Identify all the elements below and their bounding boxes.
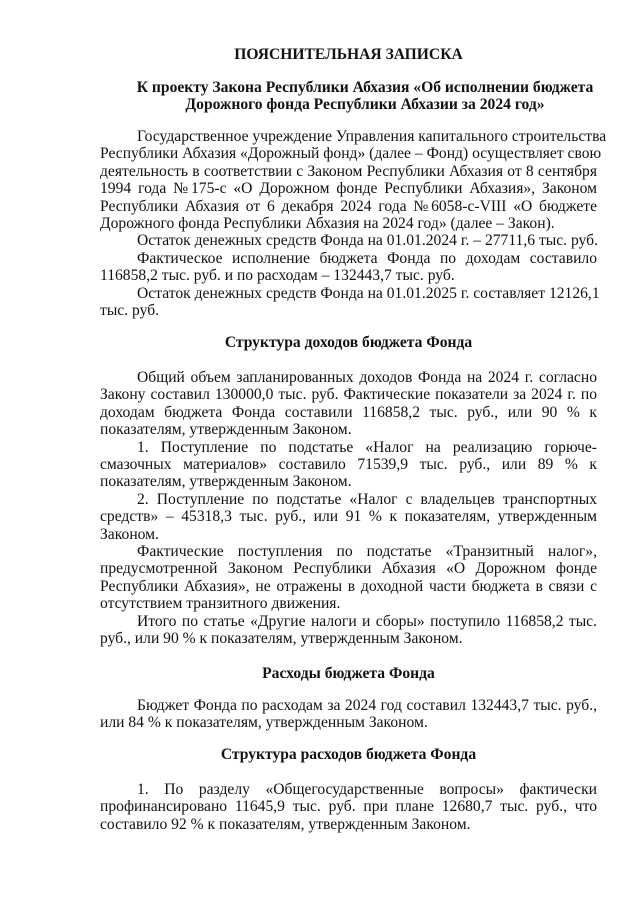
text-line: Законом. bbox=[100, 525, 159, 543]
text-line: Итого по статье «Другие налоги и сборы» поступило 116858,2 тыс. bbox=[137, 612, 597, 630]
text-line: деятельность в соответствии с Законом Республики Абхазия от 8 сентября bbox=[100, 162, 597, 180]
document-subtitle bbox=[130, 79, 600, 114]
paragraph bbox=[100, 128, 607, 233]
paragraph bbox=[100, 250, 597, 285]
text-line: Государственное учреждение Управления капитального строительства bbox=[137, 128, 607, 145]
text-line: Общий объем запланированных доходов Фонда на 2024 г. согласно bbox=[137, 369, 597, 386]
text-line: 1. По разделу «Общегосударственные вопросы» фактически bbox=[137, 781, 597, 798]
text-line: 1994 года №175-с «О Дорожном фонде Республики Абхазия», Законом bbox=[100, 180, 597, 198]
text-line: доходам бюджета Фонда составили 116858,2 тыс. руб., или 90 % к bbox=[100, 403, 597, 421]
document-title: ПОЯСНИТЕЛЬНАЯ ЗАПИСКА bbox=[234, 46, 463, 63]
text-line: Фактическое исполнение бюджета Фонда по доходам составило bbox=[137, 249, 597, 267]
text-line: составило 92 % к показателям, утвержденным Законом. bbox=[100, 815, 471, 833]
text-line: руб., или 90 % к показателям, утвержденным Законом. bbox=[100, 630, 463, 648]
text-line: средств» – 45318,3 тыс. руб., или 91 % к показателям, утвержденным bbox=[100, 508, 597, 526]
text-line: Республики Абхазия «Дорожный фонд» (далее – Фонд) осуществляет свою bbox=[100, 145, 602, 163]
paragraph bbox=[100, 781, 597, 833]
text-line: или 84 % к показателям, утвержденным Законом. bbox=[100, 714, 428, 732]
text-line: Фактические поступления по подстатье «Транзитный налог», bbox=[137, 543, 597, 561]
expense-structure-section bbox=[100, 781, 597, 833]
expense-section bbox=[100, 697, 597, 732]
text-line: Остаток денежных средств Фонда на 01.01.2024 г. – 27711,6 тыс. руб. bbox=[137, 232, 598, 250]
paragraph bbox=[100, 491, 597, 543]
text-line: показателям, утвержденным Законом. bbox=[100, 421, 352, 439]
text-line: смазочных материалов» составило 71539,9 тыс. руб., или 89 % к bbox=[100, 456, 597, 474]
text-line: Закону составил 130000,0 тыс. руб. Фактические показатели за 2024 г. по bbox=[100, 386, 597, 404]
text-line: Бюджет Фонда по расходам за 2024 год составил 132443,7 тыс. руб., bbox=[137, 697, 597, 714]
text-line: Остаток денежных средств Фонда на 01.01.2025 г. составляет 12126,1 bbox=[137, 284, 600, 302]
text-line: тыс. руб. bbox=[100, 302, 160, 320]
text-line: Республики Абхазия от 6 декабря 2024 года №6058-с-VIII «О бюджете bbox=[100, 197, 597, 215]
expense-heading: Расходы бюджета Фонда bbox=[262, 665, 435, 682]
subtitle-line: К проекту Закона Республики Абхазия «Об исполнении бюджета bbox=[136, 79, 594, 96]
text-line: Дорожного фонда Республики Абхазия на 2024 год» (далее – Закон). bbox=[100, 215, 555, 233]
income-section bbox=[100, 369, 597, 648]
paragraph bbox=[100, 369, 597, 439]
paragraph bbox=[100, 697, 597, 732]
text-line: показателям, утвержденным Законом. bbox=[100, 473, 352, 491]
paragraph bbox=[100, 613, 597, 648]
text-line: 2. Поступление по подстатье «Налог с владельцев транспортных bbox=[137, 490, 597, 508]
text-line: 1. Поступление по подстатье «Налог на реализацию горюче- bbox=[137, 438, 597, 456]
paragraph bbox=[100, 543, 597, 613]
subtitle-line: Дорожного фонда Республики Абхазии за 2024 год» bbox=[185, 96, 545, 114]
text-line: профинансировано 11645,9 тыс. руб. при плане 12680,7 тыс. руб., что bbox=[100, 798, 597, 816]
paragraph bbox=[100, 439, 597, 491]
text-line: Республики Абхазия», не отражены в доходной части бюджета в связи с bbox=[100, 577, 597, 595]
text-line: предусмотренной Законом Республики Абхазия «О Дорожном фонде bbox=[100, 560, 597, 578]
income-heading: Структура доходов бюджета Фонда bbox=[224, 334, 473, 351]
paragraph bbox=[100, 232, 597, 249]
paragraph bbox=[100, 284, 600, 320]
text-line: отсутствием транзитного движения. bbox=[100, 595, 341, 613]
expense-structure-heading: Структура расходов бюджета Фонда bbox=[220, 746, 477, 763]
intro-section bbox=[100, 128, 607, 320]
text-line: 116858,2 тыс. руб. и по расходам – 132443,7 тыс. руб. bbox=[100, 267, 455, 285]
